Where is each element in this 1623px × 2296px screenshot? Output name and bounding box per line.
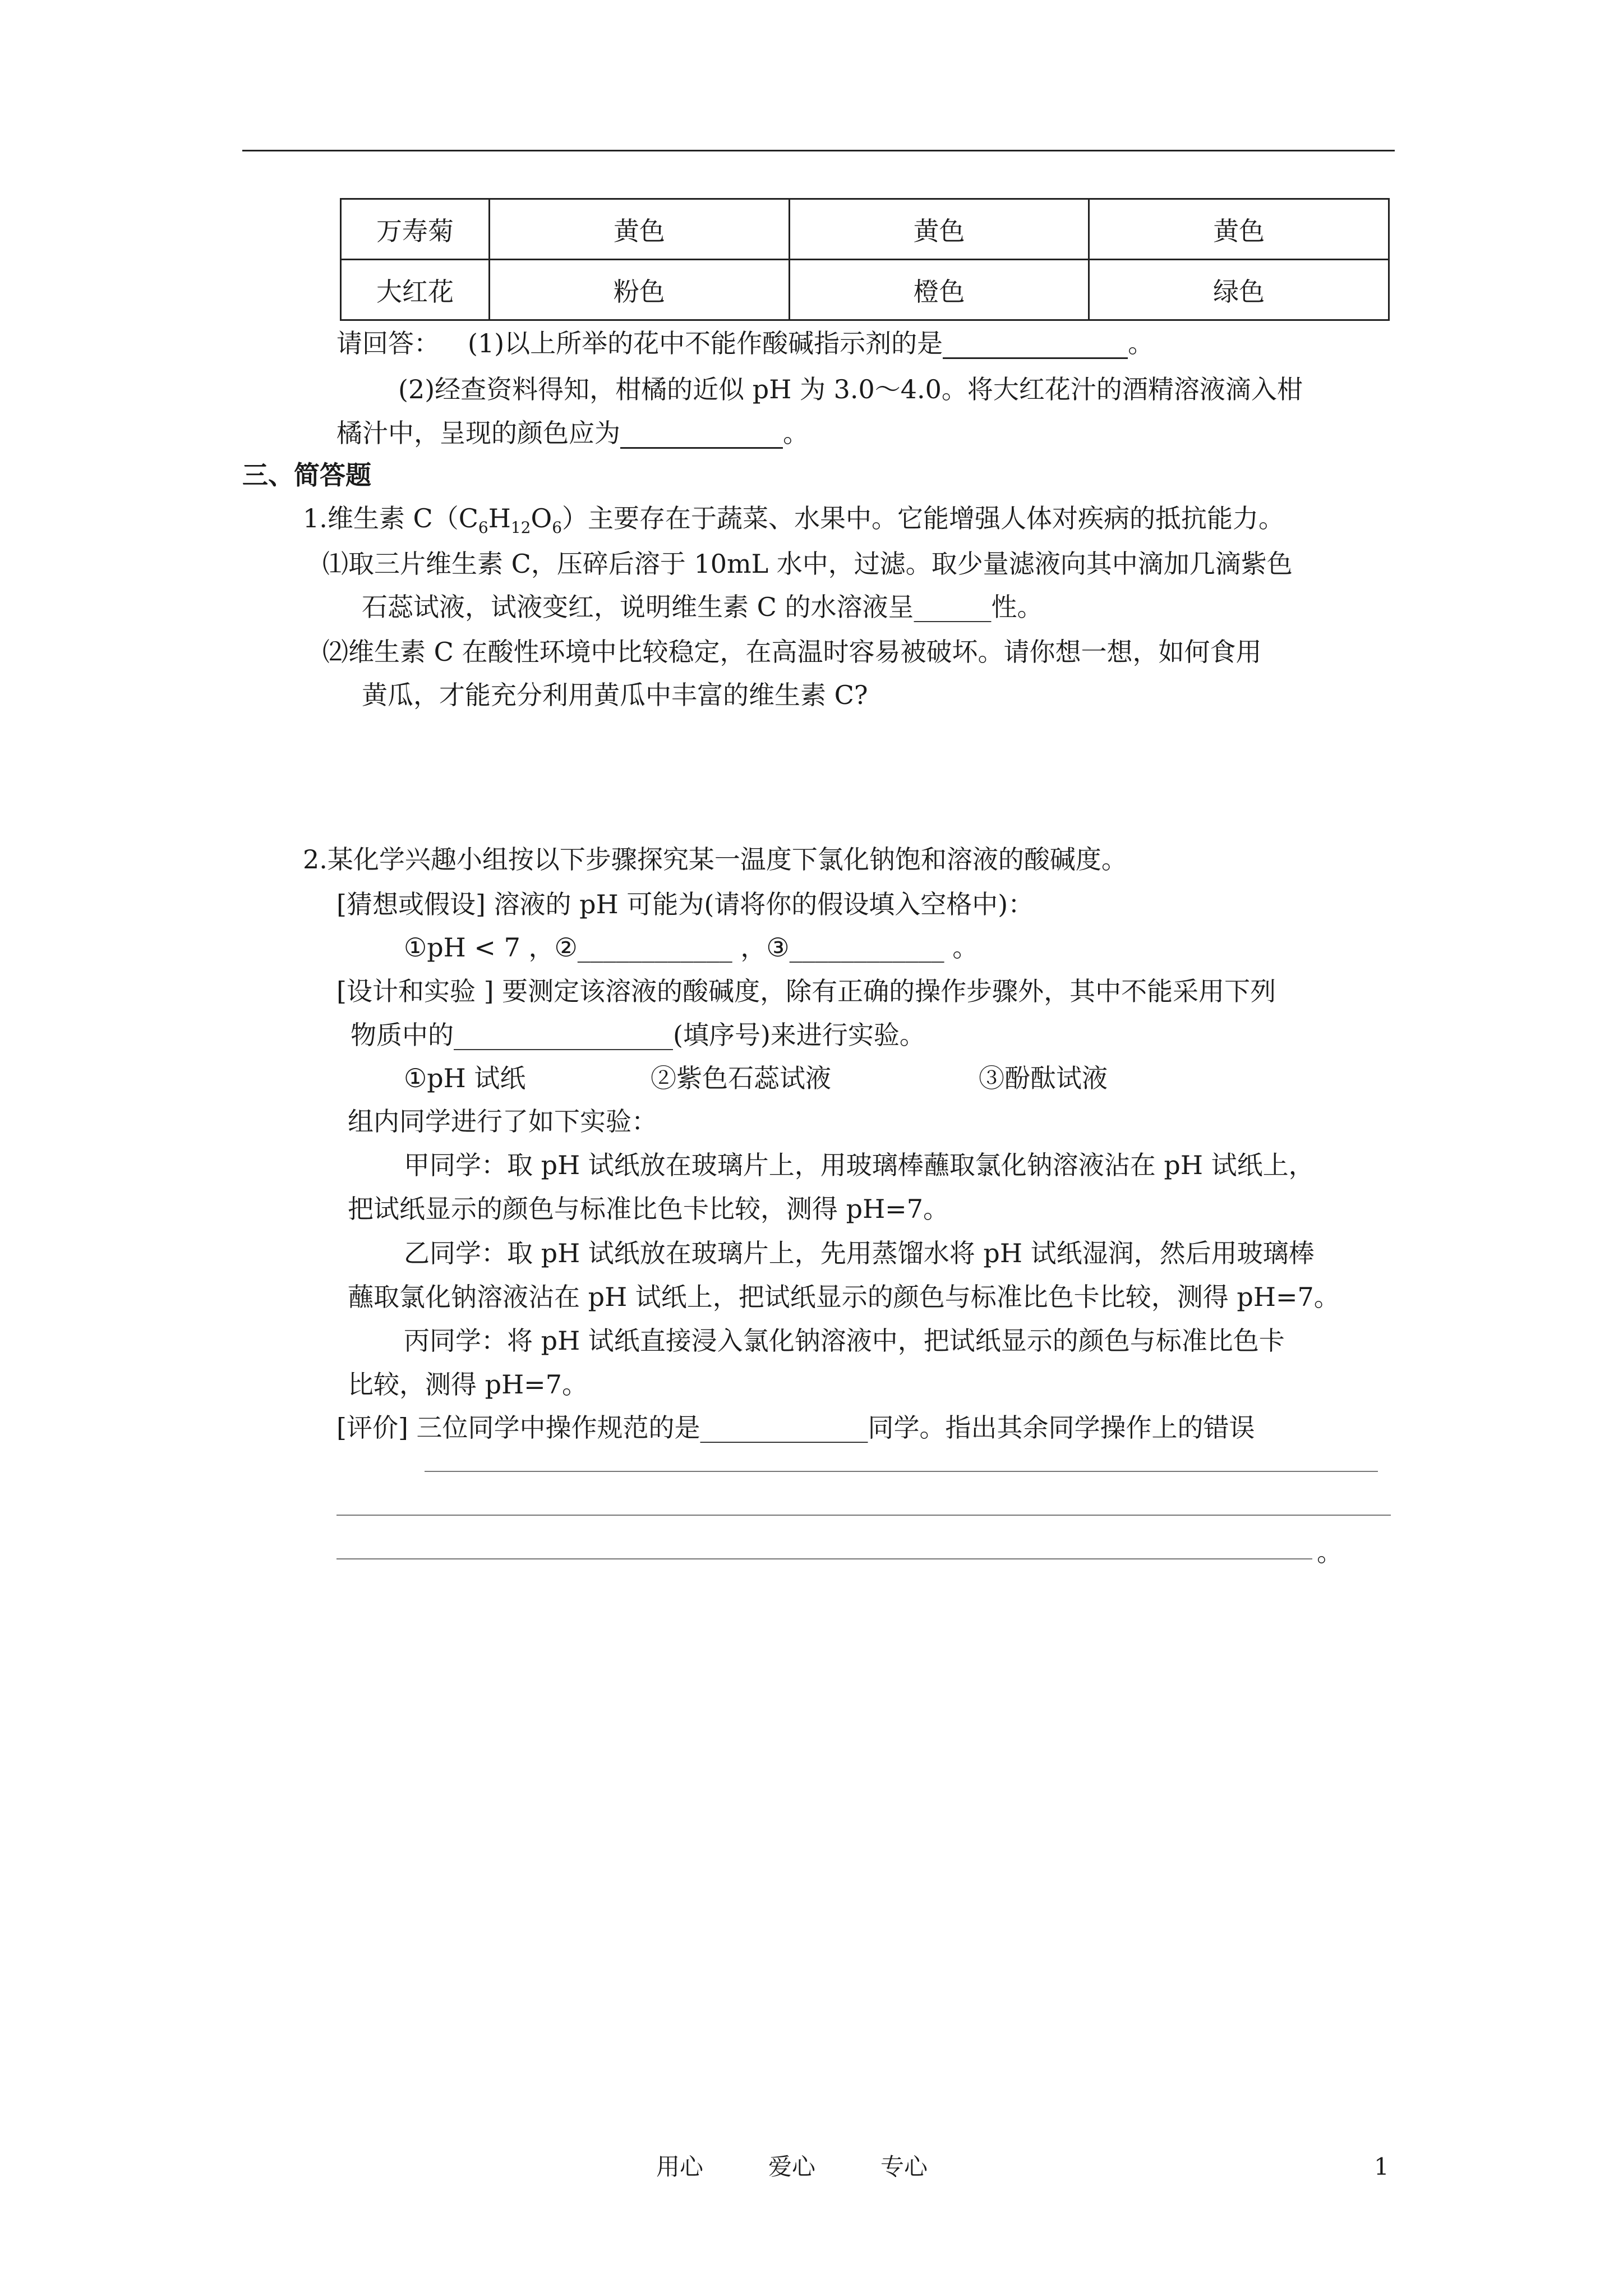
p1-step-2-line-2: 黄瓜，才能充分利用黄瓜中丰富的维生素 C? [362, 680, 868, 710]
header-rule [242, 150, 1395, 151]
p1-text-c: O [531, 503, 552, 533]
p2-yi-line-2: 蘸取氯化钠溶液沾在 pH 试纸上，把试纸显示的颜色与标准比色卡比较，测得 pH=7。 [348, 1282, 1340, 1312]
answer-line[interactable] [336, 1558, 1312, 1559]
p1-text-a: 1.维生素 C（C [303, 503, 478, 533]
question-2-line-2 [336, 418, 809, 449]
p2-evaluation: [评价] 三位同学中操作规范的是_____________同学。指出其余同学操作上的错误 [336, 1412, 1255, 1443]
p2-bing-line-1: 丙同学：将 pH 试纸直接浸入氯化钠溶液中，把试纸显示的颜色与标准比色卡 [404, 1326, 1285, 1356]
p2-option-2: ②紫色石蕊试液 [651, 1063, 831, 1093]
table-cell: 橙色 [789, 260, 1089, 320]
question-2-text: 橘汁中，呈现的颜色应为 [336, 418, 620, 448]
p1-sub-1: 6 [478, 518, 488, 537]
p2-jia-line-1: 甲同学：取 pH 试纸放在玻璃片上，用玻璃棒蘸取氯化钠溶液沾在 pH 试纸上， [404, 1150, 1315, 1180]
problem-2-line-1: 2.某化学兴趣小组按以下步骤探究某一温度下氯化钠饱和溶液的酸碱度。 [303, 844, 1127, 875]
p2-yi-line-1: 乙同学：取 pH 试纸放在玻璃片上，先用蒸馏水将 pH 试纸湿润，然后用玻璃棒 [404, 1238, 1315, 1268]
answer-prefix: 请回答： [336, 328, 440, 358]
answer-line[interactable] [425, 1471, 1378, 1472]
p1-s1-blank[interactable]: ______ [914, 592, 992, 622]
p1-step-2-line-1: ⑵维生素 C 在酸性环境中比较稳定，在高温时容易被破坏。请你想一想，如何食用 [322, 637, 1262, 667]
p2-evaluation-end: 。 [1317, 1537, 1343, 1567]
p2-option-1: ①pH 试纸 [404, 1063, 526, 1093]
table-row [341, 199, 1389, 260]
p1-s1-text: 石蕊试液，试液变红，说明维生素 C 的水溶液呈 [362, 592, 914, 622]
p1-sub-2: 12 [510, 518, 531, 537]
p1-sub-3: 6 [552, 518, 562, 537]
p2-guess: [猜想或假设] 溶液的 pH 可能为(请将你的假设填入空格中)： [336, 889, 1034, 919]
table-cell: 粉色 [490, 260, 790, 320]
p2-guess-options: ①pH < 7 ，②____________ ，③____________ 。 [404, 932, 979, 963]
table-cell: 绿色 [1089, 260, 1389, 320]
answer-line[interactable] [336, 1515, 1391, 1516]
question-2-end: 。 [783, 418, 809, 448]
p2-bing-line-2: 比较，测得 pH=7。 [348, 1369, 588, 1400]
p1-text-d: ）主要存在于蔬菜、水果中。它能增强人体对疾病的抵抗能力。 [562, 503, 1285, 533]
question-1-text: (1)以上所举的花中不能作酸碱指示剂的是 [468, 328, 943, 358]
p1-text-b: H [488, 503, 511, 533]
p2-group-intro: 组内同学进行了如下实验： [348, 1106, 657, 1137]
table-cell: 大红花 [341, 260, 490, 320]
question-2-line-1: (2)经查资料得知，柑橘的近似 pH 为 3.0～4.0。将大红花汁的酒精溶液滴入柑 [398, 374, 1303, 404]
p2-option-3: ③酚酞试液 [979, 1063, 1108, 1093]
problem-1-line-1 [303, 503, 1284, 537]
section-3-title: 三、简答题 [242, 460, 371, 490]
p2-jia-line-2: 把试纸显示的颜色与标准比色卡比较，测得 pH=7。 [348, 1194, 949, 1224]
page-number: 1 [1374, 2153, 1389, 2180]
table-cell: 黄色 [789, 199, 1089, 260]
table-cell: 黄色 [490, 199, 790, 260]
flower-color-table [340, 198, 1390, 321]
footer-word-3: 专心 [880, 2153, 928, 2180]
p2-design-line-2: 物质中的_________________(填序号)来进行实验。 [351, 1020, 925, 1050]
question-2-blank[interactable] [620, 421, 783, 449]
p2-design-line-1: [设计和实验 ] 要测定该溶液的酸碱度，除有正确的操作步骤外，其中不能采用下列 [336, 976, 1276, 1006]
p1-step-1-line-1: ⑴取三片维生素 C，压碎后溶于 10mL 水中，过滤。取少量滤液向其中滴加几滴紫色 [322, 549, 1293, 579]
table-cell: 万寿菊 [341, 199, 490, 260]
footer-word-2: 爱心 [768, 2153, 816, 2180]
answer-line-1 [336, 328, 1154, 359]
table-row [341, 260, 1389, 320]
footer-word-1: 用心 [656, 2153, 704, 2180]
p1-s1-end: 性。 [991, 592, 1043, 622]
table-cell: 黄色 [1089, 199, 1389, 260]
p1-step-1-line-2 [362, 592, 1043, 623]
question-1-blank[interactable] [943, 332, 1128, 359]
question-1-end: 。 [1128, 328, 1154, 358]
